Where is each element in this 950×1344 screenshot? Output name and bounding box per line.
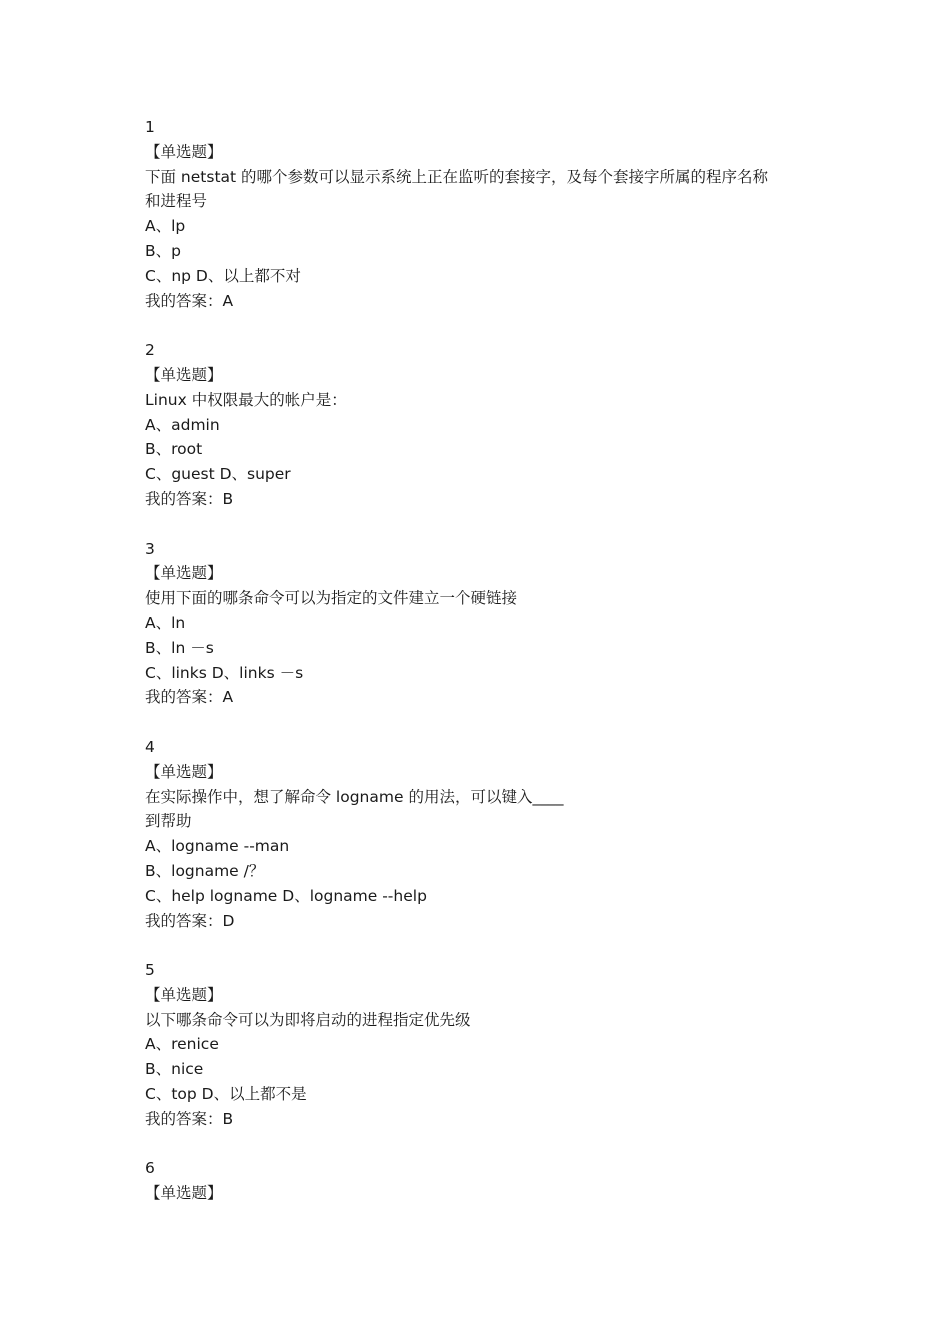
question-stem-line: 使用下面的哪条命令可以为指定的文件建立一个硬链接 [145, 589, 518, 608]
question-number: 1 [145, 118, 155, 136]
option-line: A、admin [145, 415, 220, 434]
answer-line: 我的答案：A [145, 291, 234, 310]
question-number: 5 [145, 961, 155, 980]
question-stem-line: Linux 中权限最大的帐户是： [145, 390, 347, 409]
option-line: C、links D、links －s [145, 663, 304, 682]
option-line: B、ln －s [145, 638, 214, 657]
option-line: B、logname /？ [145, 861, 265, 880]
question-stem-line: 下面 netstat 的哪个参数可以显示系统上正在监听的套接字，及每个套接字所属的程序名称 [145, 167, 769, 186]
option-line: A、logname --man [145, 837, 290, 856]
option-line: A、lp [145, 217, 186, 236]
question-4 [145, 735, 825, 933]
question-number: 3 [145, 539, 155, 558]
question-stem-line: 在实际操作中，想了解命令 logname 的用法，可以键入____ [145, 787, 564, 806]
option-line: B、p [145, 241, 181, 260]
question-stem-line: 到帮助 [145, 812, 192, 831]
answer-line: 我的答案：D [145, 911, 235, 930]
question-number: 6 [145, 1159, 155, 1178]
option-line: C、np D、以上都不对 [145, 266, 301, 285]
question-type: 【单选题】 [145, 142, 223, 161]
question-list [145, 115, 825, 1231]
answer-line: 我的答案：A [145, 688, 234, 707]
option-line: C、top D、以上都不是 [145, 1085, 307, 1104]
option-line: A、ln [145, 613, 186, 632]
question-1 [145, 115, 825, 313]
question-type: 【单选题】 [145, 365, 223, 384]
option-line: A、renice [145, 1035, 219, 1054]
question-6 [145, 1156, 825, 1206]
question-stem-line: 和进程号 [145, 192, 208, 211]
answer-line: 我的答案：B [145, 489, 234, 508]
question-type: 【单选题】 [145, 762, 223, 781]
option-line: C、guest D、super [145, 465, 291, 484]
question-5 [145, 958, 825, 1132]
question-type: 【单选题】 [145, 985, 223, 1004]
question-3 [145, 537, 825, 711]
question-type: 【单选题】 [145, 1184, 223, 1203]
question-number: 2 [145, 341, 155, 360]
question-number: 4 [145, 737, 155, 756]
question-type: 【单选题】 [145, 564, 223, 583]
option-line: B、root [145, 440, 203, 459]
option-line: C、help logname D、logname --help [145, 886, 427, 905]
question-2 [145, 338, 825, 512]
option-line: B、nice [145, 1060, 204, 1079]
question-stem-line: 以下哪条命令可以为即将启动的进程指定优先级 [145, 1010, 471, 1029]
answer-line: 我的答案：B [145, 1109, 234, 1128]
